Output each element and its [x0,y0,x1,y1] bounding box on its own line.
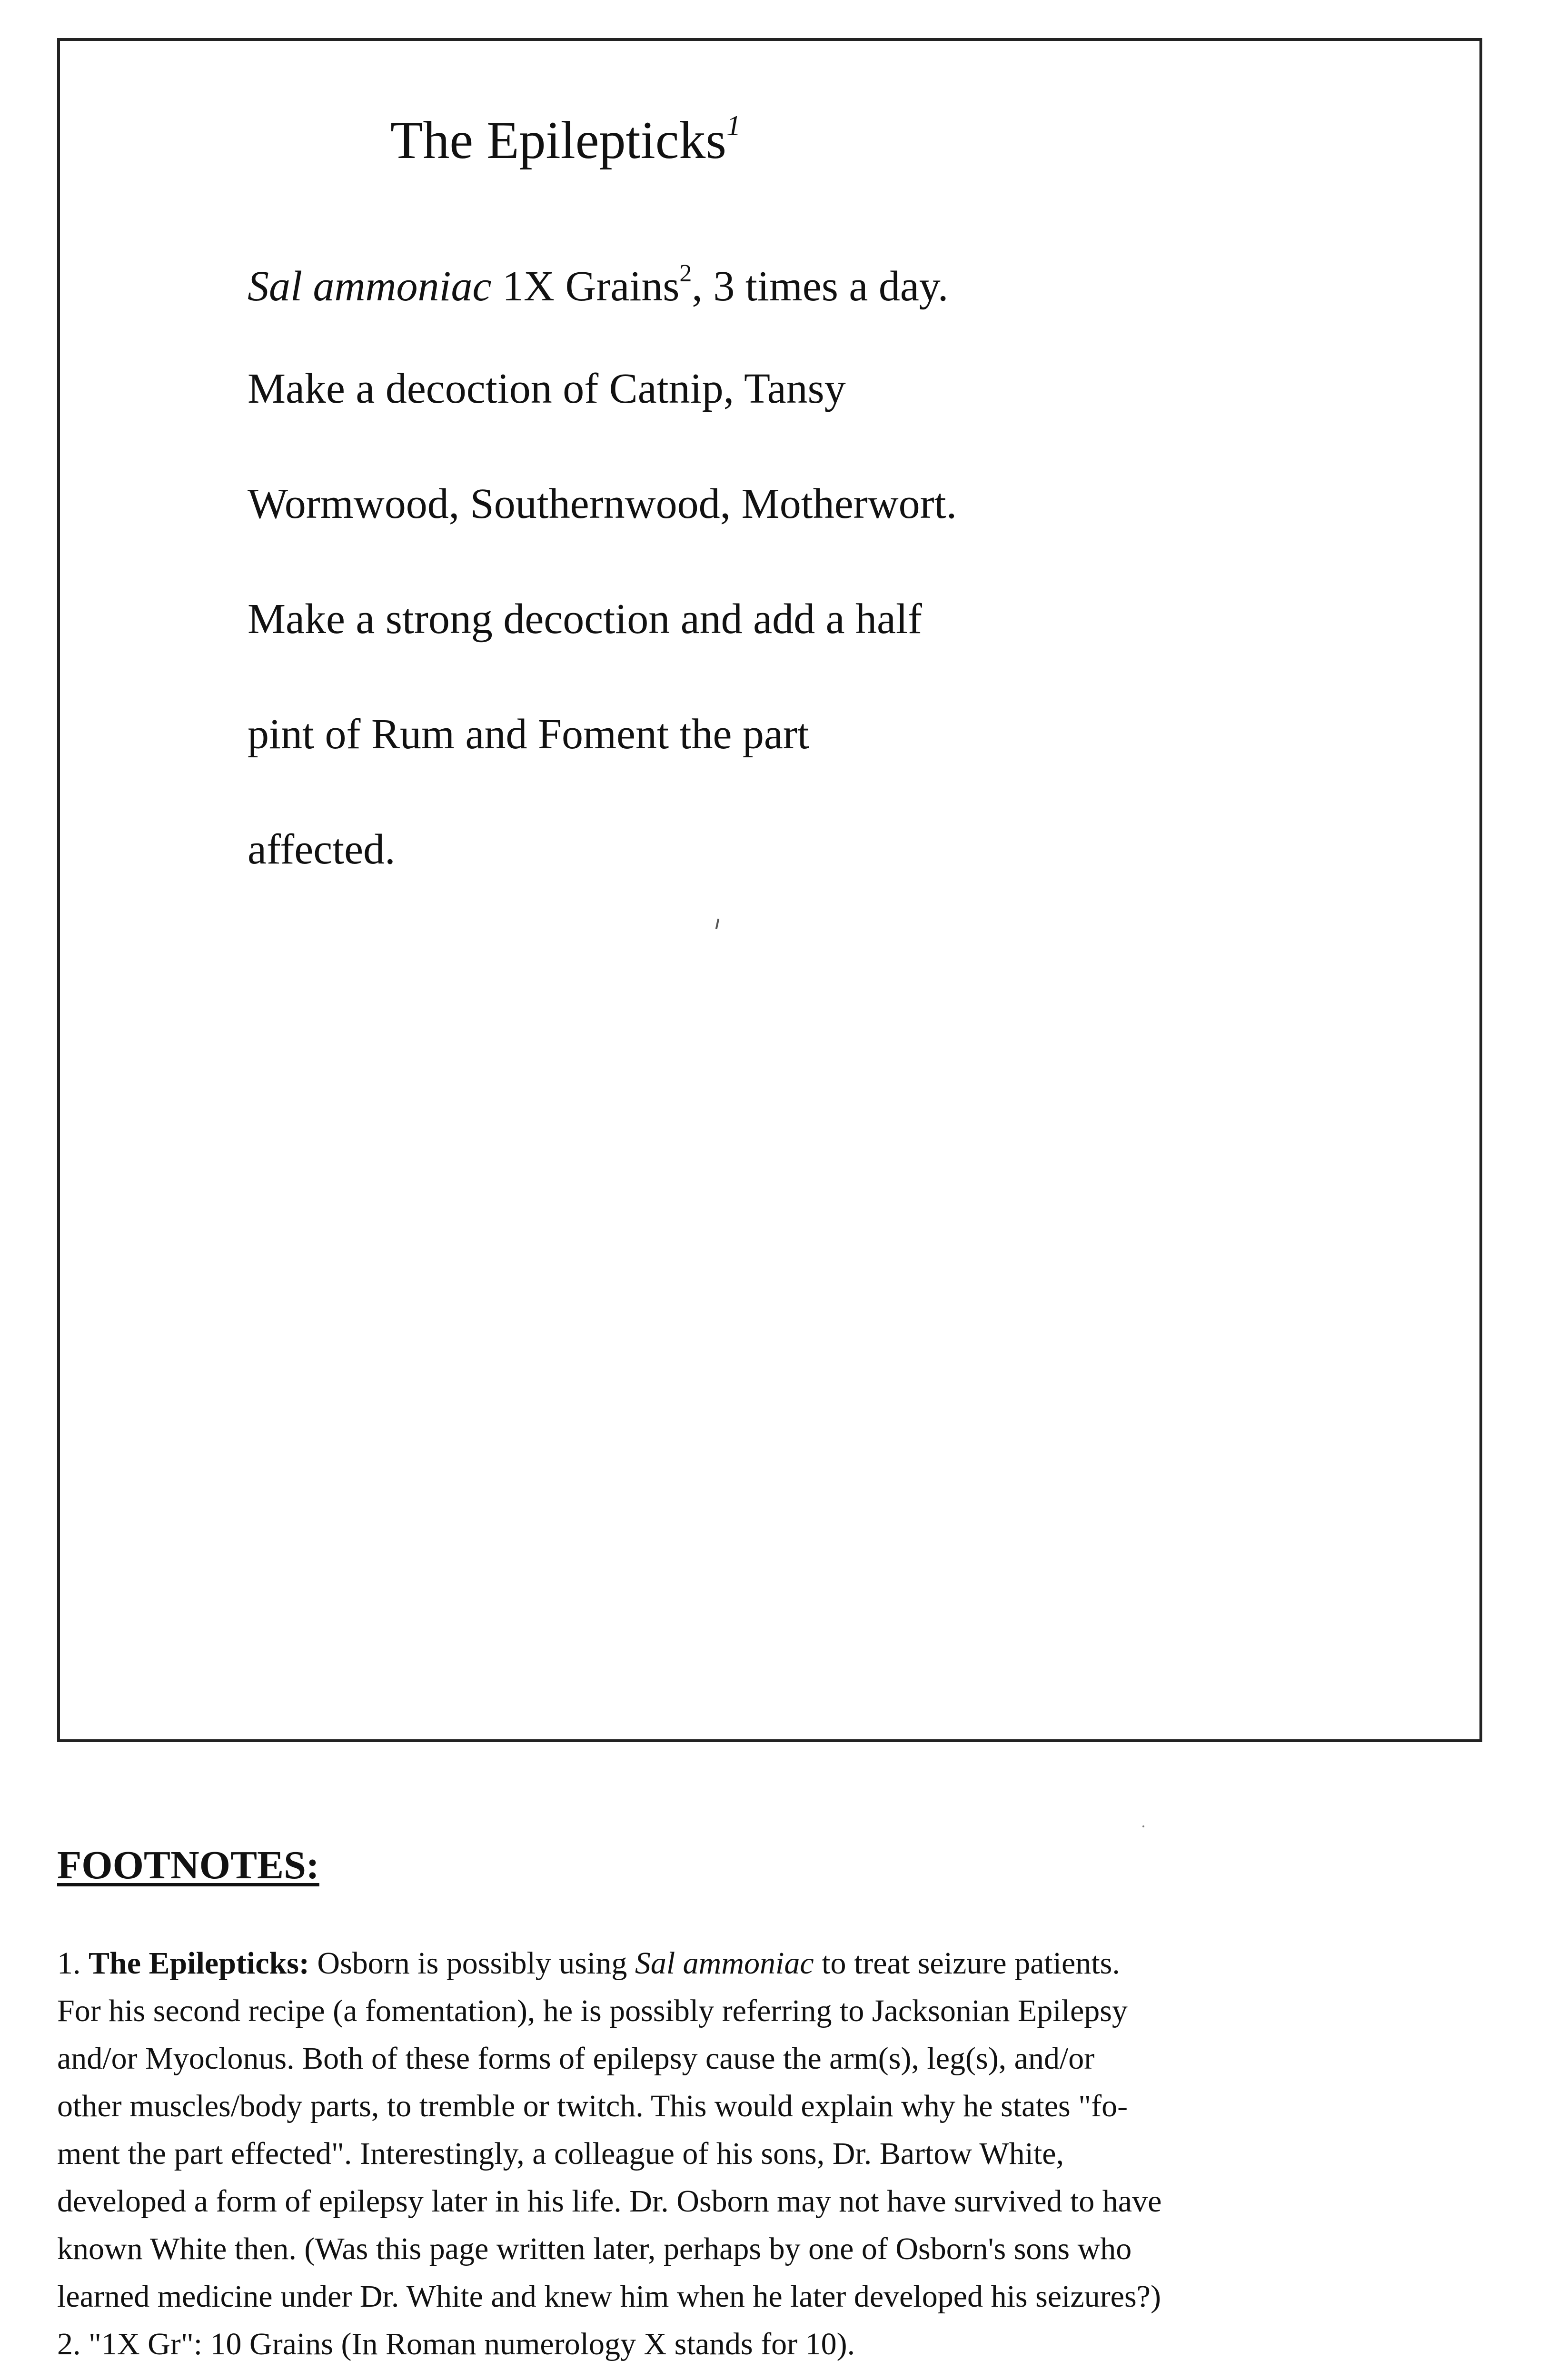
recipe-body [248,252,1342,943]
recipe-line-1-text: 1X Grains [491,263,680,310]
footnote-1-pre: Osborn is possibly using [309,1946,635,1981]
scan-speck [1142,1825,1144,1827]
footnotes-body [57,1940,1557,2368]
recipe-line-3: Wormwood, Southernwood, Motherwort. [248,480,957,527]
recipe-title [390,109,741,171]
recipe-line-2: Make a decoction of Catnip, Tansy [248,365,846,412]
footnote-1-line: learned medicine under Dr. White and knew him when he later developed his seizures?) [57,2279,1161,2314]
recipe-line-4: Make a strong decoction and add a half [248,595,922,643]
recipe-line-1-rest: , 3 times a day. [692,263,949,310]
footnote-1-line: ment the part effected". Interestingly, a colleague of his sons, Dr. Bartow White, [57,2136,1064,2171]
recipe-line-5: pint of Rum and Foment the part [248,711,809,758]
footnote-1-line: developed a form of epilepsy later in his life. Dr. Osborn may not have survived to have [57,2184,1162,2219]
footnote-1-line-1 [57,1940,1557,1987]
recipe-title-text: The Epilepticks [390,111,727,170]
footnotes-heading: FOOTNOTES: [57,1843,319,1887]
sal-ammoniac-italic: Sal ammoniac [248,263,492,310]
footnote-1-italic: Sal ammoniac [635,1946,814,1981]
footnote-1-post: to treat seizure patients. [814,1946,1120,1981]
footnote-1-line: other muscles/body parts, to tremble or twitch. This would explain why he states "fo- [57,2089,1128,2123]
footnote-1-line: For his second recipe (a fomentation), he is possibly referring to Jacksonian Epilepsy [57,1993,1128,2028]
footnote-mark-1: 1 [726,110,741,141]
recipe-line-6: affected. [248,826,396,873]
footnote-1-line: and/or Myoclonus. Both of these forms of epilepsy cause the arm(s), leg(s), and/or [57,2041,1095,2076]
footnote-1-line: known White then. (Was this page written later, perhaps by one of Osborn's sons who [57,2231,1132,2266]
footnote-2: 2. "1X Gr": 10 Grains (In Roman numerology X stands for 10). [57,2327,855,2361]
footnote-mark-2: 2 [679,260,692,287]
recipe-line-1 [248,252,1342,367]
footnote-1-term: The Epilepticks: [89,1946,309,1981]
footnote-1-number: 1. [57,1946,89,1981]
